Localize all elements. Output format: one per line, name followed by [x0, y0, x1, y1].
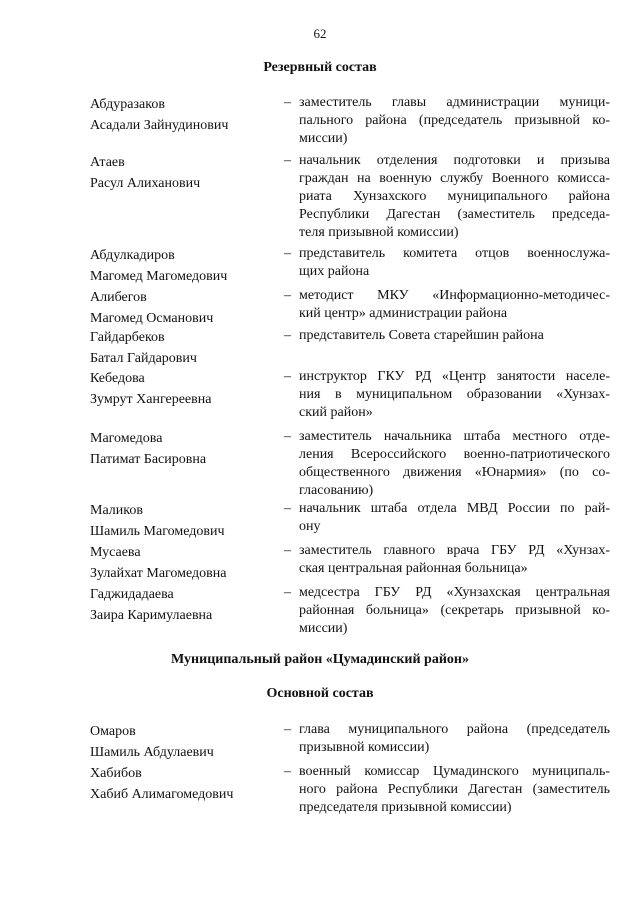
member-role: [299, 542, 610, 578]
member-surname: Абдулкадиров: [90, 248, 175, 263]
role-line: заместитель главного врача ГБУ РД «Хунзах-: [299, 543, 610, 558]
member-surname: Кебедова: [90, 371, 145, 386]
member-role: [299, 245, 610, 281]
role-line: военный комиссар Цумадинского муниципаль-: [299, 764, 610, 779]
role-line: призывной комиссии): [299, 740, 430, 755]
role-dash: –: [284, 369, 291, 384]
member-surname: Атаев: [90, 155, 125, 170]
member-given-names: Патимат Басировна: [90, 452, 207, 467]
role-line: начальник штаба отдела МВД России по рай-: [299, 501, 610, 516]
member-given-names: Заира Каримулаевна: [90, 608, 213, 623]
member-surname: Абдуразаков: [90, 97, 165, 112]
role-line: риата Хунзахского муниципального района: [299, 189, 610, 204]
member-given-names: Асадали Зайнудинович: [90, 118, 229, 133]
member-role: [299, 721, 610, 757]
member-name: [90, 94, 275, 136]
district-title: Муниципальный район «Цумадинский район»: [171, 652, 469, 667]
role-line: ния в муниципальном образовании «Хунзах-: [299, 387, 610, 402]
member-given-names: Расул Алиханович: [90, 176, 201, 191]
page-number: 62: [313, 26, 327, 41]
role-dash: –: [284, 585, 291, 600]
role-line: глава муниципального района (председатель: [299, 722, 610, 737]
main-section-title: Основной состав: [266, 686, 374, 701]
member-surname: Маликов: [90, 503, 143, 518]
member-name: [90, 152, 275, 194]
role-line: ного района Республики Дагестан (заместитель: [299, 782, 610, 797]
member-given-names: Батал Гайдарович: [90, 351, 197, 366]
role-line: ления Всероссийского военно-патриотического: [299, 447, 610, 462]
member-role: [299, 287, 610, 323]
member-given-names: Магомед Османович: [90, 311, 214, 326]
role-line: медсестра ГБУ РД «Хунзахская центральная: [299, 585, 610, 600]
role-line: методист МКУ «Информационно-методичес-: [299, 288, 610, 303]
role-line: щих района: [299, 264, 370, 279]
member-role: [299, 152, 610, 242]
role-line: представитель Совета старейшин района: [299, 328, 544, 343]
member-surname: Хабибов: [90, 766, 142, 781]
member-name: [90, 500, 275, 542]
member-name: [90, 327, 275, 369]
member-surname: Гайдарбеков: [90, 330, 165, 345]
member-role: [299, 94, 610, 148]
role-line: председателя призывной комиссии): [299, 800, 512, 815]
role-line: ону: [299, 519, 321, 534]
member-role: [299, 327, 610, 345]
member-name: [90, 287, 275, 329]
member-name: [90, 584, 275, 626]
member-role: [299, 584, 610, 638]
role-dash: –: [284, 328, 291, 343]
role-line: гласованию): [299, 483, 374, 498]
member-name: [90, 763, 275, 805]
role-line: заместитель главы администрации муници-: [299, 95, 610, 110]
role-line: ская центральная районная больница»: [299, 561, 528, 576]
role-line: кий центр» администрации района: [299, 306, 508, 321]
role-line: пального района (председатель призывной ко-: [299, 113, 610, 128]
role-dash: –: [284, 246, 291, 261]
member-role: [299, 428, 610, 500]
reserve-section-title: Резервный состав: [263, 60, 377, 75]
role-line: миссии): [299, 131, 348, 146]
member-given-names: Шамиль Абдулаевич: [90, 745, 214, 760]
role-line: заместитель начальника штаба местного отде-: [299, 429, 610, 444]
role-line: общественного движения «Юнармия» (по со-: [299, 465, 610, 480]
role-line: граждан на военную службу Военного комисса-: [299, 171, 610, 186]
role-dash: –: [284, 543, 291, 558]
member-surname: Омаров: [90, 724, 136, 739]
member-given-names: Шамиль Магомедович: [90, 524, 225, 539]
role-line: представитель комитета отцов военнослужа-: [299, 246, 610, 261]
member-given-names: Магомед Магомедович: [90, 269, 228, 284]
role-line: начальник отделения подготовки и призыва: [299, 153, 610, 168]
member-surname: Гаджидадаева: [90, 587, 174, 602]
role-dash: –: [284, 153, 291, 168]
role-line: миссии): [299, 621, 348, 636]
role-line: Республики Дагестан (заместитель председа-: [299, 207, 610, 222]
member-name: [90, 542, 275, 584]
role-line: районная больница» (секретарь призывной ко-: [299, 603, 610, 618]
role-dash: –: [284, 764, 291, 779]
member-name: [90, 428, 275, 470]
member-surname: Магомедова: [90, 431, 163, 446]
member-surname: Алибегов: [90, 290, 147, 305]
role-line: теля призывной комиссии): [299, 225, 459, 240]
role-line: ский район»: [299, 405, 373, 420]
member-name: [90, 721, 275, 763]
member-surname: Мусаева: [90, 545, 141, 560]
member-given-names: Хабиб Алимагомедович: [90, 787, 234, 802]
role-dash: –: [284, 95, 291, 110]
member-given-names: Зумрут Хангереевна: [90, 392, 212, 407]
member-role: [299, 763, 610, 817]
role-dash: –: [284, 288, 291, 303]
member-role: [299, 368, 610, 422]
member-given-names: Зулайхат Магомедовна: [90, 566, 227, 581]
role-line: инструктор ГКУ РД «Центр занятости населе-: [299, 369, 610, 384]
role-dash: –: [284, 501, 291, 516]
member-name: [90, 245, 275, 287]
member-name: [90, 368, 275, 410]
member-role: [299, 500, 610, 536]
role-dash: –: [284, 722, 291, 737]
role-dash: –: [284, 429, 291, 444]
